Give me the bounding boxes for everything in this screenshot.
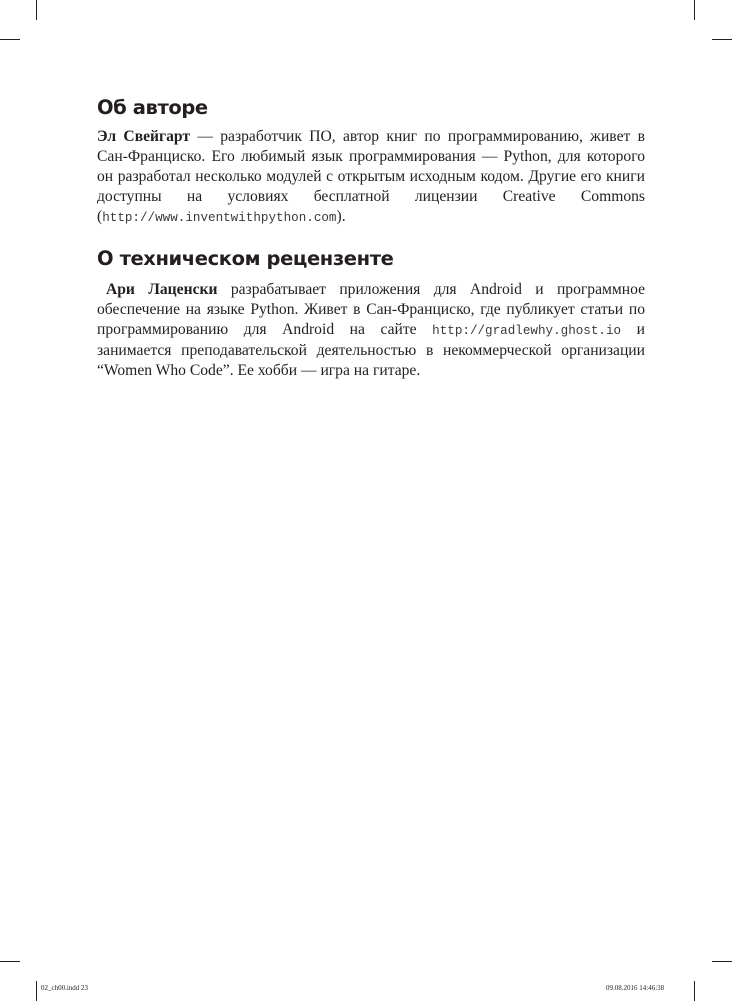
crop-mark-bottom-right [694,981,695,1001]
crop-mark-left-bottom [0,961,20,962]
slug-file-name: 02_ch00.indd 23 [41,984,89,992]
page-content [97,96,645,381]
about-author-text-1: — разработчик ПО, автор книг по программированию, живет в Сан-Франциско. Его любимый язык программирования — Python, для которого он разработал несколько модулей с открытым исходным кодом. Другие его книги доступны на условиях бесплатной лицензии Creative Commons ( [97,128,645,225]
about-author-text-2: ). [336,208,346,225]
crop-mark-top-right [694,0,695,20]
slug-date-time: 09.08.2016 14:46:38 [606,984,665,992]
crop-mark-right-top [712,39,732,40]
reviewer-text-2: и занимается преподавательской деятельностью в некоммерческой организации “Women Who Code”. Ее хобби — игра на гитаре. [97,321,645,379]
crop-mark-top-left [36,0,37,20]
about-author-section [97,96,645,228]
author-name: Эл Свейгарт [97,128,191,145]
reviewer-name: Ари Лаценски [106,281,218,298]
crop-mark-right-bottom [712,961,732,962]
about-author-heading: Об авторе [97,96,208,119]
reviewer-text-1: разрабатывает приложения для Android и программное обеспечение на языке Python. Живет в Сан-Франциско, где публикует статьи по программированию для Android на сайте [97,281,645,338]
author-website-link[interactable]: http://www.inventwithpython.com [102,211,337,225]
reviewer-section [97,247,645,381]
crop-mark-left-top [0,39,20,40]
about-author-paragraph [97,127,645,228]
crop-mark-bottom-left [36,981,37,1001]
reviewer-heading: О техническом рецензенте [97,247,394,270]
reviewer-paragraph [97,280,645,381]
reviewer-website-link[interactable]: http://gradlewhy.ghost.io [432,324,622,338]
